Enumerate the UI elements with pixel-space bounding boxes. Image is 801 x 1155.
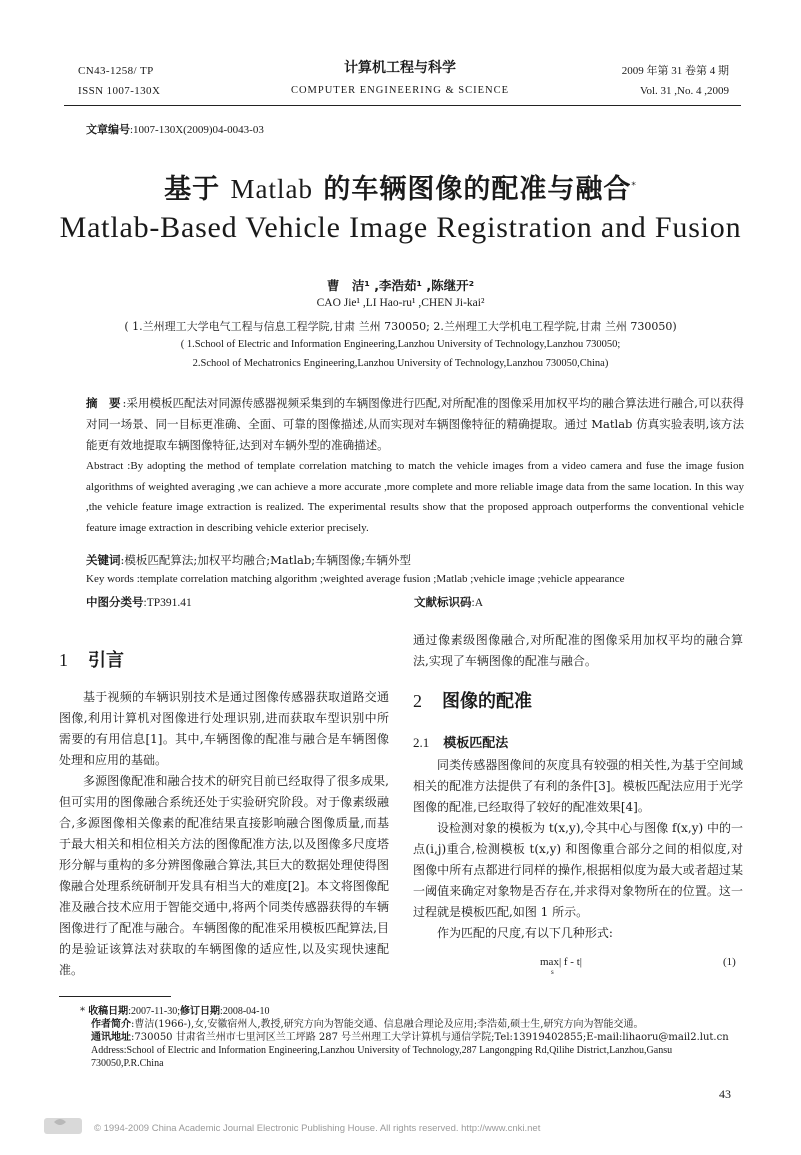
received-date: :2007-11-30; (128, 1006, 181, 1017)
section-1-body (59, 687, 389, 981)
section-2-title: 图像的配准 (442, 691, 532, 712)
issn: ISSN 1007-130X (78, 85, 161, 97)
paragraph: 同类传感器图像间的灰度具有较强的相关性,为基于空间域相关的配准方法提供了有利的条件[3]。模板匹配法应用于光学图像的配准,已经取得了较好的配准效果[4]。 (413, 758, 743, 814)
authors-cn: 曹 洁¹ ,李浩茹¹ ,陈继开² (326, 278, 475, 293)
footnote-bio (80, 1018, 745, 1031)
section-2-heading (413, 687, 532, 713)
clc-label: 中图分类号 (86, 595, 144, 609)
journal-masthead (230, 57, 570, 100)
address-text: :730050 甘肃省兰州市七里河区兰工坪路 287 号兰州理工大学计算机与通信学院;Tel:13919402855;E-mail:lihaoru@mail2.lut.cn (131, 1032, 729, 1043)
document-code (414, 594, 483, 610)
affiliation-cn: ( 1.兰州理工大学电气工程与信息工程学院,甘肃 兰州 730050; 2.兰州理工大学机电工程学院,甘肃 兰州 730050) (124, 320, 677, 333)
keywords-en: Key words :template correlation matching algorithm ;weighted average fusion ;Matlab ;vehicle image ;vehicle appearance (86, 573, 625, 585)
paragraph: 作为匹配的尺度,有以下几种形式: (437, 926, 613, 940)
paragraph: 基于视频的车辆识别技术是通过图像传感器获取道路交通图像,利用计算机对图像进行处理识别,进而获取车型识别中所需要的有用信息[1]。其中,车辆图像的配准与融合是车辆图像处理和应用的基础。 (59, 690, 389, 767)
abstract-cn-text: :采用模板匹配法对同源传感器视频采集到的车辆图像进行匹配,对所配准的图像采用加权平均的融合算法进行融合,可以获得对同一场景、同一目标更准确、全面、可靠的图像描述,从而实现对车辆图像特征的精确提取。通过 Matlab 仿真实验表明,该方法能更有效地提取车辆图像特征,达到对车辆外型的准确描述。 (86, 396, 744, 452)
journal-name-en: COMPUTER ENGINEERING & SCIENCE (290, 85, 510, 96)
subsection-2-1-heading (413, 732, 508, 751)
section-1-number: 1 (59, 650, 68, 670)
bio-label: 作者简介 (91, 1019, 131, 1030)
doc-code-value: :A (471, 597, 483, 609)
address-label: 通讯地址 (91, 1032, 131, 1043)
paragraph: 通过像素级图像融合,对所配准的图像采用加权平均的融合算法,实现了车辆图像的配准与融合。 (413, 633, 743, 668)
header-rule (64, 105, 741, 106)
doc-code-label: 文献标识码 (414, 595, 472, 609)
subsection-2-1-title: 模板匹配法 (443, 736, 509, 751)
issue-cn: 2009 年第 31 卷第 4 期 (621, 65, 729, 77)
footnote-dates (80, 1005, 745, 1018)
title-cn-matlab: Matlab (230, 174, 313, 204)
article-number-value: :1007-130X(2009)04-0043-03 (130, 124, 264, 136)
title-en: Matlab-Based Vehicle Image Registration and Fusion (59, 211, 742, 244)
abstract-en: Abstract :By adopting the method of template correlation matching to match the vehicle images from a video camera and fuse the image fusion algorithms of weighted averaging ,we can achieve a more accurate ,more complete and more reliable image data from the same location. In this way ,the vehicle feature image extraction is realized. The experimental results show that the proposed approach outperforms the conventional vehicle feature image extraction in describing vehicle exterior precisely. (86, 460, 744, 534)
title-footnote-mark: * (631, 181, 637, 191)
abstract-cn (86, 393, 744, 456)
journal-name-cn: 计算机工程与科学 (344, 60, 456, 76)
bio-text: :曹洁(1966-),女,安徽宿州人,教授,研究方向为智能交通、信息融合理论及应用;李浩茹,硕士生,研究方向为智能交通。 (131, 1019, 644, 1030)
keywords-cn (86, 552, 744, 568)
affiliation-en-1: ( 1.School of Electric and Information Engineering,Lanzhou University of Technology,Lanzhou 730050; (180, 339, 621, 350)
clc-value: :TP391.41 (143, 597, 192, 609)
revised-label: 修订日期 (180, 1006, 221, 1017)
keywords-cn-text: :模板匹配算法;加权平均融合;Matlab;车辆图像;车辆外型 (120, 553, 412, 567)
paragraph: 多源图像配准和融合技术的研究目前已经取得了很多成果,但可实用的图像融合系统还处于实验研究阶段。对于像素级融合,多源图像相关像素的配准结果直接影响融合图像质量,而基于最大相关和相位相关方法的图像配准方法,以及图像多尺度塔形分解与重构的多分辨图像融合算法,其巨大的数据处理使得图像融合处理系统研制开发具有相当大的难度[2]。本文将图像配准及融合技术应用于智能交通中,将两个同类传感器获得的车辆图像进行了配准与融合。车辆图像的配准采用模板匹配算法,目的是验证该算法对获取的车辆图像的适应性,以及实现快速配准。 (59, 774, 389, 977)
clc-number (86, 594, 192, 610)
issue-info (622, 61, 729, 101)
formula-1: max| f - t| (540, 956, 582, 968)
title-cn-prefix: 基于 (164, 174, 231, 205)
journal-codes (78, 61, 160, 101)
footnote-address-en: Address:School of Electric and Information Engineering,Lanzhou University of Technology,287 Langongping Rd,Qilihe District,Lanzhou,Gansu 730050,P.R.China (91, 1045, 673, 1069)
section-1-heading (59, 646, 124, 672)
cn-number: CN43-1258/ TP (78, 65, 154, 77)
section-1-continued (413, 630, 743, 672)
footnotes (80, 1005, 745, 1070)
keywords-cn-label: 关键词 (86, 553, 121, 567)
formula-1-number: (1) (723, 956, 736, 968)
subsection-2-1-number: 2.1 (413, 735, 430, 750)
section-1-title: 引言 (88, 650, 124, 671)
section-2-body (413, 755, 743, 944)
footnote-rule (59, 996, 171, 997)
page-number: 43 (719, 1087, 731, 1101)
received-label: 收稿日期 (88, 1006, 129, 1017)
footnote-star: * (80, 1006, 85, 1017)
copyright-notice: © 1994-2009 China Academic Journal Electronic Publishing House. All rights reserved. http://www.cnki.net (94, 1123, 541, 1134)
formula-1-subscript: s (551, 968, 554, 976)
issue-en: Vol. 31 ,No. 4 ,2009 (639, 85, 729, 97)
article-number (86, 121, 264, 137)
cnki-logo-icon (44, 1112, 82, 1138)
paragraph: 设检测对象的模板为 t(x,y),令其中心与图像 f(x,y) 中的一点(i,j)重合,检测模板 t(x,y) 和图像重合部分之间的相似度,对图像中所有点都进行同样的操作,根据相似度为最大或者超过某一阈值来确定对象物是否存在,并求得对象物所在的位置。这一过程就是模板匹配,如图 1 所示。 (413, 821, 743, 919)
authors-en: CAO Jie¹ ,LI Hao-ru¹ ,CHEN Ji-kai² (316, 297, 485, 309)
footnote-address (80, 1031, 745, 1044)
abstract-cn-label: 摘 要 (86, 396, 121, 410)
title-cn (0, 167, 801, 206)
section-2-number: 2 (413, 691, 422, 711)
revised-date: :2008-04-10 (220, 1006, 270, 1017)
affiliation-en-2: 2.School of Mechatronics Engineering,Lanzhou University of Technology,Lanzhou 730050,China) (192, 358, 609, 369)
title-cn-suffix: 的车辆图像的配准与融合 (312, 174, 632, 205)
article-number-label: 文章编号 (86, 123, 130, 136)
